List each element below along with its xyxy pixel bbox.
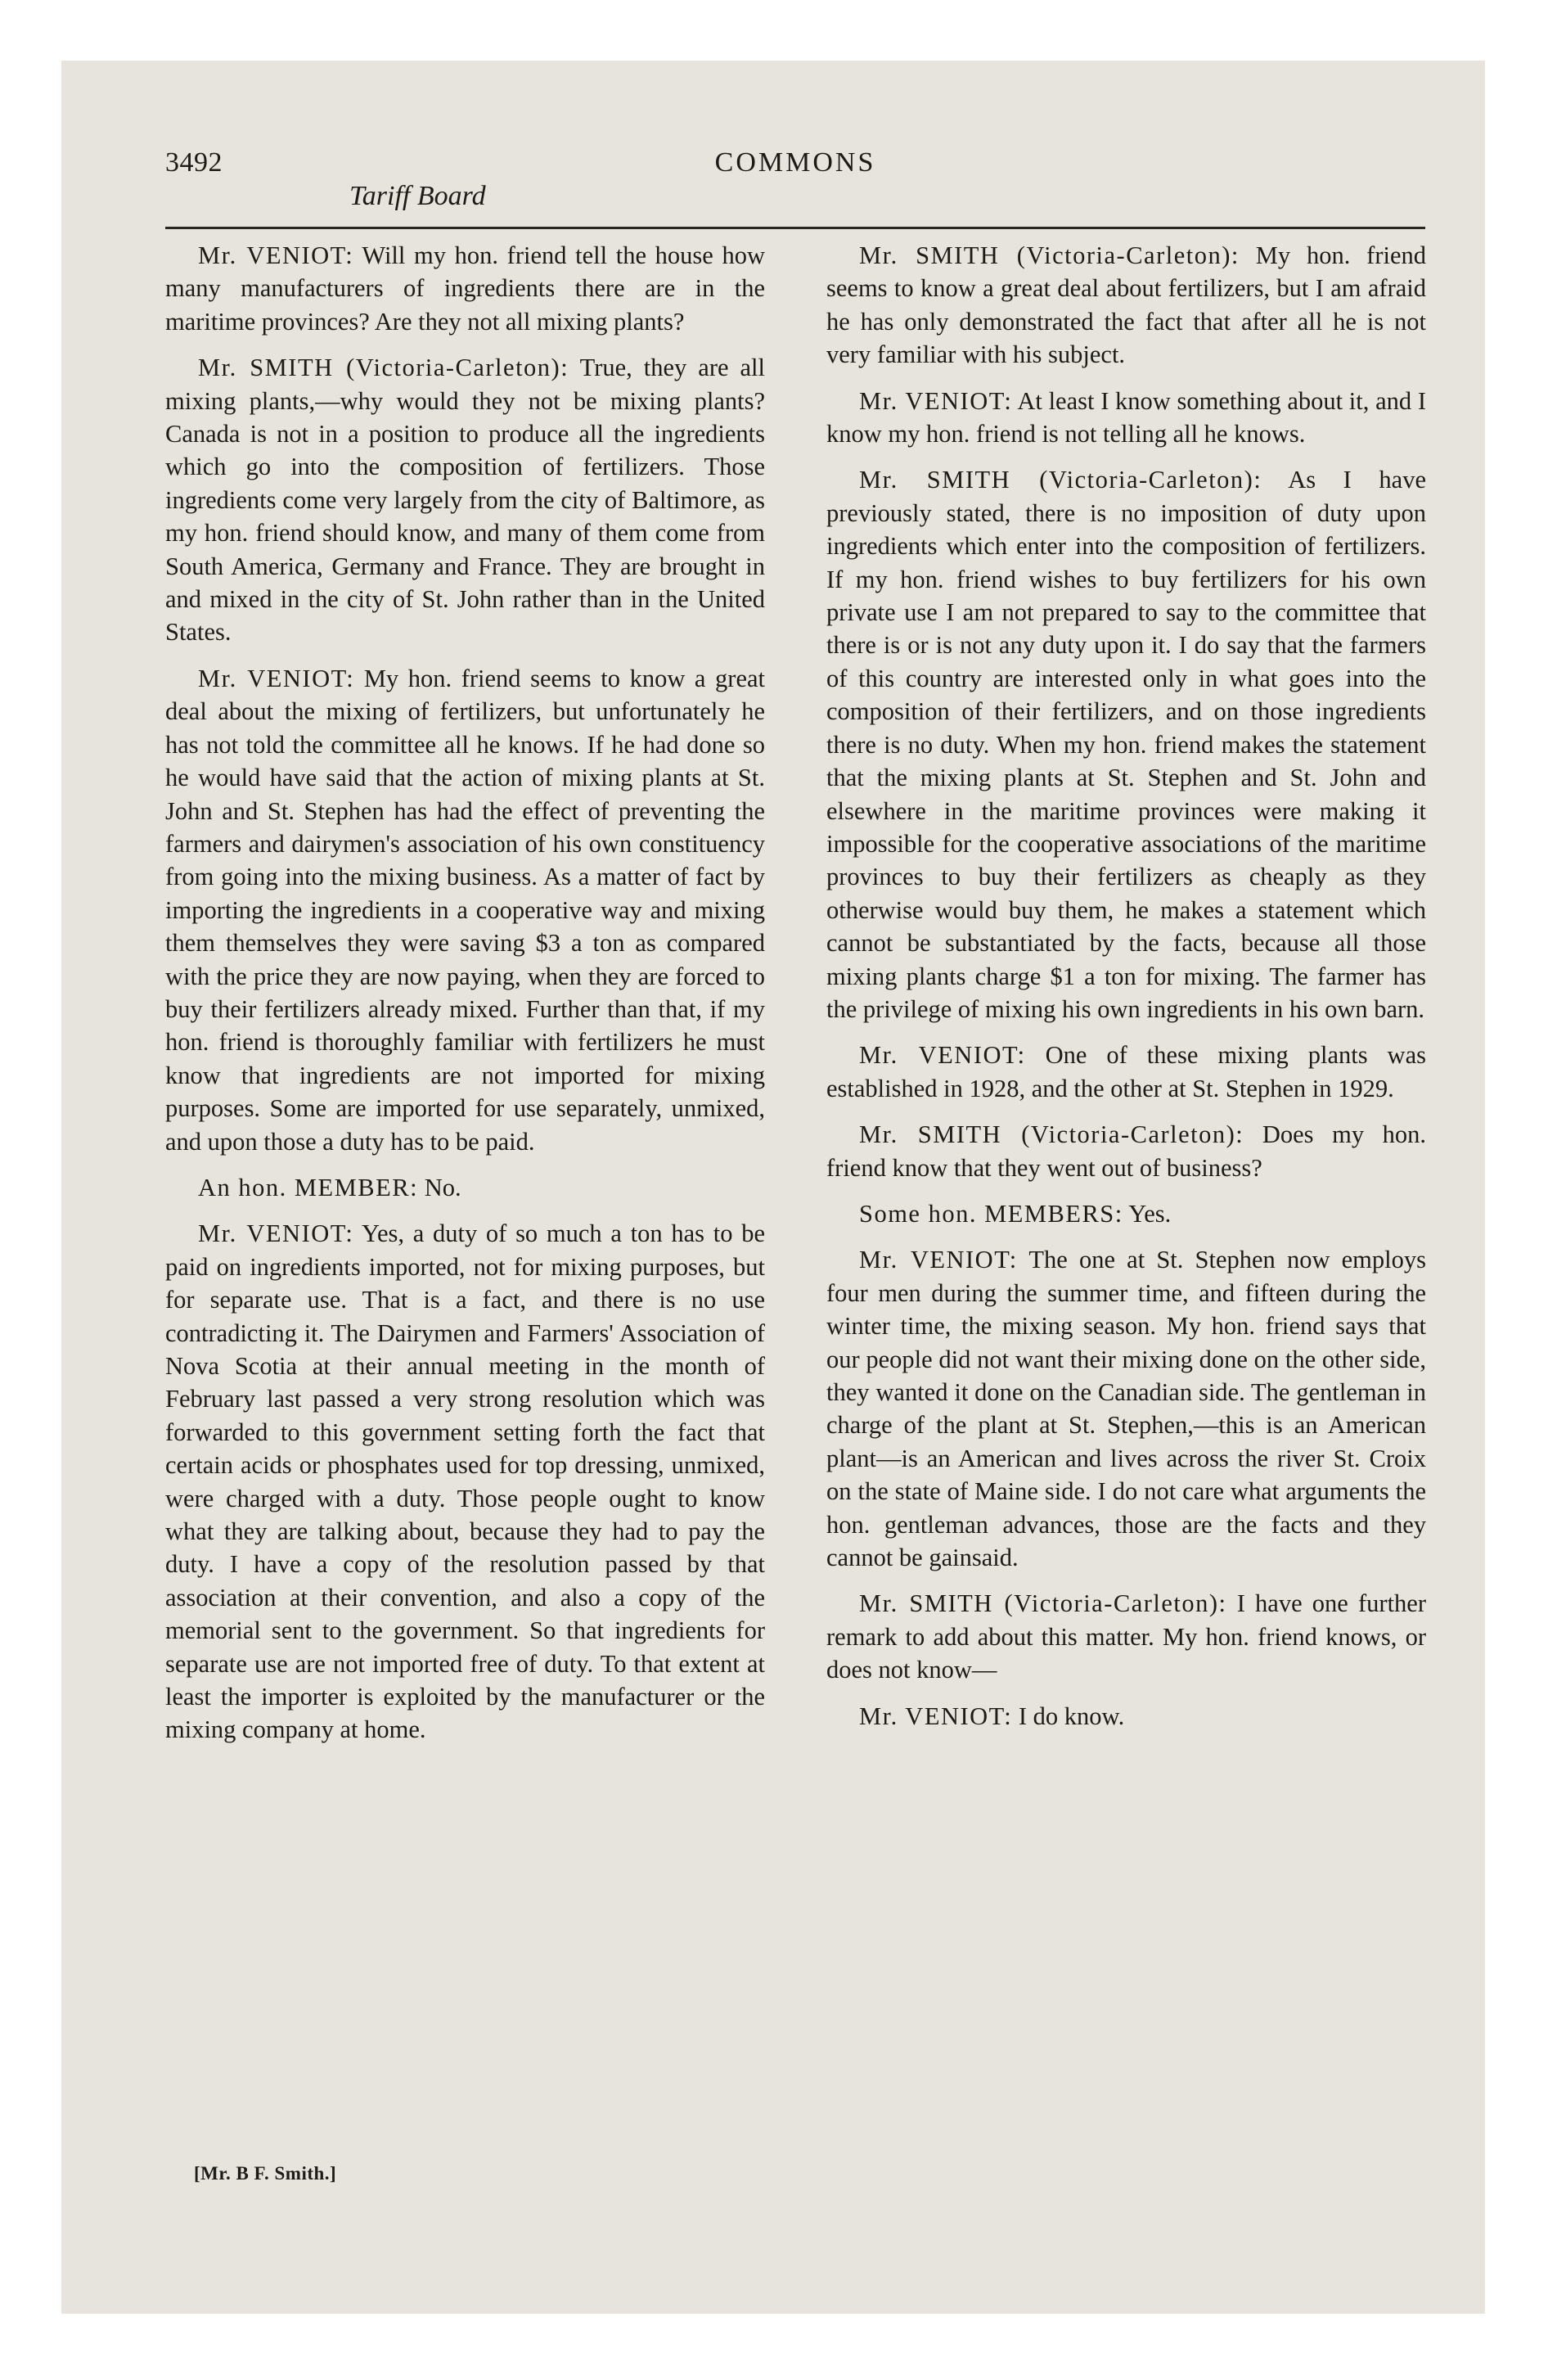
speech-text: I do know. xyxy=(1018,1702,1125,1730)
speaker-name: Mr. VENIOT: xyxy=(859,1041,1026,1070)
speech-paragraph xyxy=(826,463,1426,1025)
speaker-name: Mr. VENIOT: xyxy=(859,386,1013,415)
speaker-name: Mr. VENIOT: xyxy=(198,1219,354,1248)
speech-paragraph xyxy=(826,1243,1426,1574)
speech-paragraph xyxy=(826,1039,1426,1105)
journal-title: COMMONS xyxy=(714,147,876,178)
left-column xyxy=(165,239,765,1760)
page-number: 3492 xyxy=(165,147,223,178)
speech-paragraph xyxy=(826,1587,1426,1686)
speech-paragraph xyxy=(165,662,765,1158)
speech-paragraph xyxy=(165,351,765,649)
speech-paragraph xyxy=(826,1118,1426,1184)
speech-paragraph xyxy=(165,1171,765,1204)
speaker-name: Mr. VENIOT: xyxy=(198,664,355,692)
speech-text: One of these mixing plants was established in 1928, and the other at St. Stephen in 1929. xyxy=(826,1041,1426,1102)
speech-text: No. xyxy=(424,1173,461,1201)
speech-paragraph xyxy=(826,239,1426,372)
speaker-name: Mr. VENIOT: xyxy=(198,241,354,269)
speaker-name: Mr. SMITH (Victoria-Carleton): xyxy=(859,466,1262,494)
speaker-name: Mr. VENIOT: xyxy=(859,1246,1018,1274)
speaker-name: Mr. SMITH (Victoria-Carleton): xyxy=(859,241,1240,269)
speech-text: True, they are all mixing plants,—why would they not be mixing plants? Canada is not in a position to produce all the ingredients which go into the composition of fertilizers. Those ingredients come very largely from the city of Baltimore, as my hon. friend should know, and many of them come from South America, Germany and France. They are brought in and mixed in the city of St. John rather than in the United States. xyxy=(165,354,765,647)
speech-text: Will my hon. friend tell the house how many manufacturers of ingredients there are in the maritime provinces? Are they not all mixing plants? xyxy=(165,241,766,336)
page-header xyxy=(165,147,1425,229)
speech-text: Yes. xyxy=(1128,1199,1172,1228)
speech-text: I have one further remark to add about this matter. My hon. friend knows, or does not know— xyxy=(826,1589,1426,1684)
running-head: Tariff Board xyxy=(349,181,486,211)
speech-paragraph xyxy=(826,1197,1426,1230)
speech-text: The one at St. Stephen now employs four men during the summer time, and fifteen during the winter time, the mixing season. My hon. friend says that our people did not want their mixing done on the other side, they wanted it done on the Canadian side. The gentleman in charge of the plant at St. Stephen,—this is an American plant—is an American and lives across the river St. Croix on the state of Maine side. I do not care what arguments the hon. gentleman advances, those are the facts and they cannot be gainsaid. xyxy=(826,1246,1426,1572)
speech-text: My hon. friend seems to know a great deal about the mixing of fertilizers, but unfortunately he has not told the committee all he knows. If he had done so he would have said that the action of mixing plants at St. John and St. Stephen has had the effect of preventing the farmers and dairymen's association of his own constituency from going into the mixing business. As a matter of fact by importing the ingredients in a cooperative way and mixing them themselves they were saving $3 a ton as compared with the price they are now paying, when they are forced to buy their fertilizers already mixed. Further than that, if my hon. friend is thoroughly familiar with fertilizers he must know that ingredients are not imported for mixing purposes. Some are imported for use separately, unmixed, and upon those a duty has to be paid. xyxy=(165,664,766,1156)
speaker-name: Some hon. MEMBERS: xyxy=(859,1199,1123,1228)
speech-text: Yes, a duty of so much a ton has to be paid on ingredients imported, not for mixing purposes, but for separate use. That is a fact, and there is no use contradicting it. The Dairymen and Farmers' Association of Nova Scotia at their annual meeting in the month of February last passed a very strong resolution which was forwarded to this government setting forth the fact that certain acids or phosphates used for top dressing, unmixed, were charged with a duty. Those people ought to know what they are talking about, because they had to pay the duty. I have a copy of the resolution passed by that association at their convention, and also a copy of the memorial sent to the government. So that ingredients for separate use are not imported free of duty. To that extent at least the importer is exploited by the manufacturer or the mixing company at home. xyxy=(165,1219,766,1744)
header-rule xyxy=(165,227,1425,229)
speaker-name: Mr. SMITH (Victoria-Carleton): xyxy=(859,1589,1227,1618)
speech-text: As I have previously stated, there is no imposition of duty upon ingredients which enter into the composition of fertilizers. If my hon. friend wishes to buy fertilizers for his own private use I am not prepared to say to the committee that there is or is not any duty upon it. I do say that the farmers of this country are interested only in what goes into the composition of their fertilizers, and on those ingredients there is no duty. When my hon. friend makes the statement that the mixing plants at St. Stephen and St. John and elsewhere in the maritime provinces were making it impossible for the cooperative associations of the maritime provinces to buy their fertilizers as cheaply as they otherwise would buy them, he makes a statement which cannot be substantiated by the facts, because all those mixing plants charge $1 a ton for mixing. The farmer has the privilege of mixing his own ingredients in his own barn. xyxy=(826,466,1426,1023)
speaker-name: Mr. SMITH (Victoria-Carleton): xyxy=(198,354,569,382)
speech-paragraph xyxy=(165,239,765,338)
speech-paragraph xyxy=(826,385,1426,451)
speech-text: My hon. friend seems to know a great deal about fertilizers, but I am afraid he has only demonstrated the fact that after all he is not very familiar with his subject. xyxy=(826,241,1426,369)
speaker-name: Mr. VENIOT: xyxy=(859,1702,1013,1730)
speech-text: At least I know something about it, and I know my hon. friend is not telling all he knows. xyxy=(826,386,1426,449)
speaker-name: An hon. MEMBER: xyxy=(198,1173,419,1201)
speaker-name: Mr. SMITH (Victoria-Carleton): xyxy=(859,1120,1244,1149)
speech-paragraph xyxy=(826,1700,1426,1733)
footer-note: [Mr. B F. Smith.] xyxy=(194,2163,337,2184)
right-column xyxy=(826,239,1426,1746)
speech-paragraph xyxy=(165,1217,765,1747)
speech-text: Does my hon. friend know that they went out of business? xyxy=(826,1120,1426,1182)
